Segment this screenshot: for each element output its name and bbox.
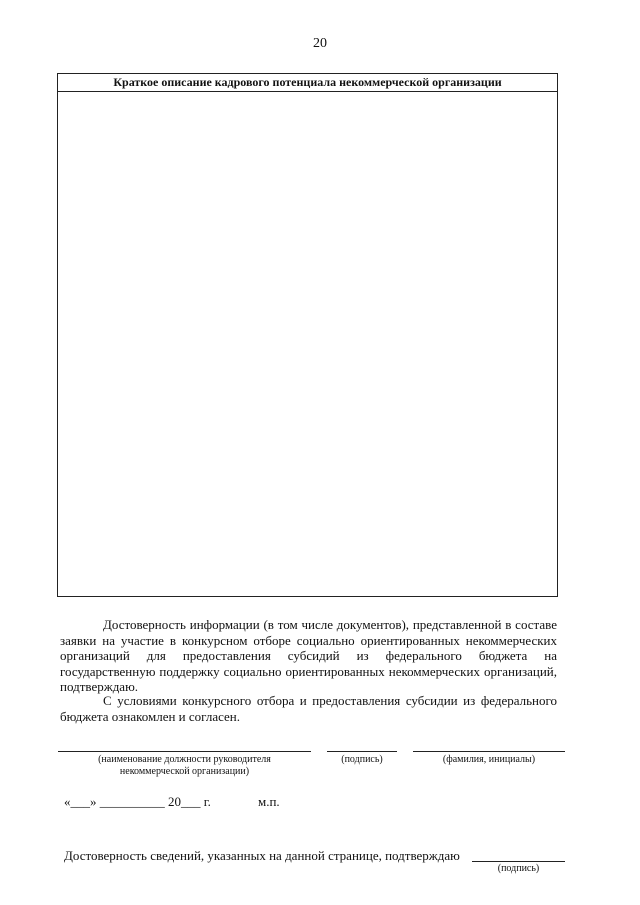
page-confirm-text: Достоверность сведений, указанных на данной странице, подтверждаю	[64, 848, 460, 863]
position-caption-line-2: некоммерческой организации)	[119, 766, 250, 777]
position-caption-line-1: (наименование должности руководителя	[98, 754, 271, 765]
footer-signature-caption: (подпись)	[497, 863, 540, 874]
stamp-place: м.п.	[258, 794, 280, 809]
declaration-paragraph-1: Достоверность информации (в том числе документов), представленной в составе заявки на участие в конкурсном отборе социально ориентированных некоммерческих организаций для предоставления субсидий из федерального бюджета на государственную поддержку социально ориентированных некоммерческих организаций, подтверждаю.	[60, 617, 557, 694]
footer-signature-line[interactable]	[472, 861, 565, 862]
staff-description-area[interactable]	[58, 92, 557, 595]
name-caption: (фамилия, инициалы)	[442, 754, 536, 765]
position-caption	[58, 754, 311, 778]
declaration-paragraph-2: С условиями конкурсного отбора и предоставления субсидии из федерального бюджета ознакомлен и согласен.	[60, 693, 557, 724]
signature-caption: (подпись)	[341, 754, 383, 765]
box-title: Краткое описание кадрового потенциала некоммерческой организации	[58, 74, 557, 92]
position-line[interactable]	[58, 751, 311, 752]
signature-line[interactable]	[327, 751, 397, 752]
date-field[interactable]: «___» __________ 20___ г.	[64, 794, 211, 809]
staff-description-box	[57, 73, 558, 597]
page-number: 20	[313, 36, 327, 51]
name-line[interactable]	[413, 751, 565, 752]
